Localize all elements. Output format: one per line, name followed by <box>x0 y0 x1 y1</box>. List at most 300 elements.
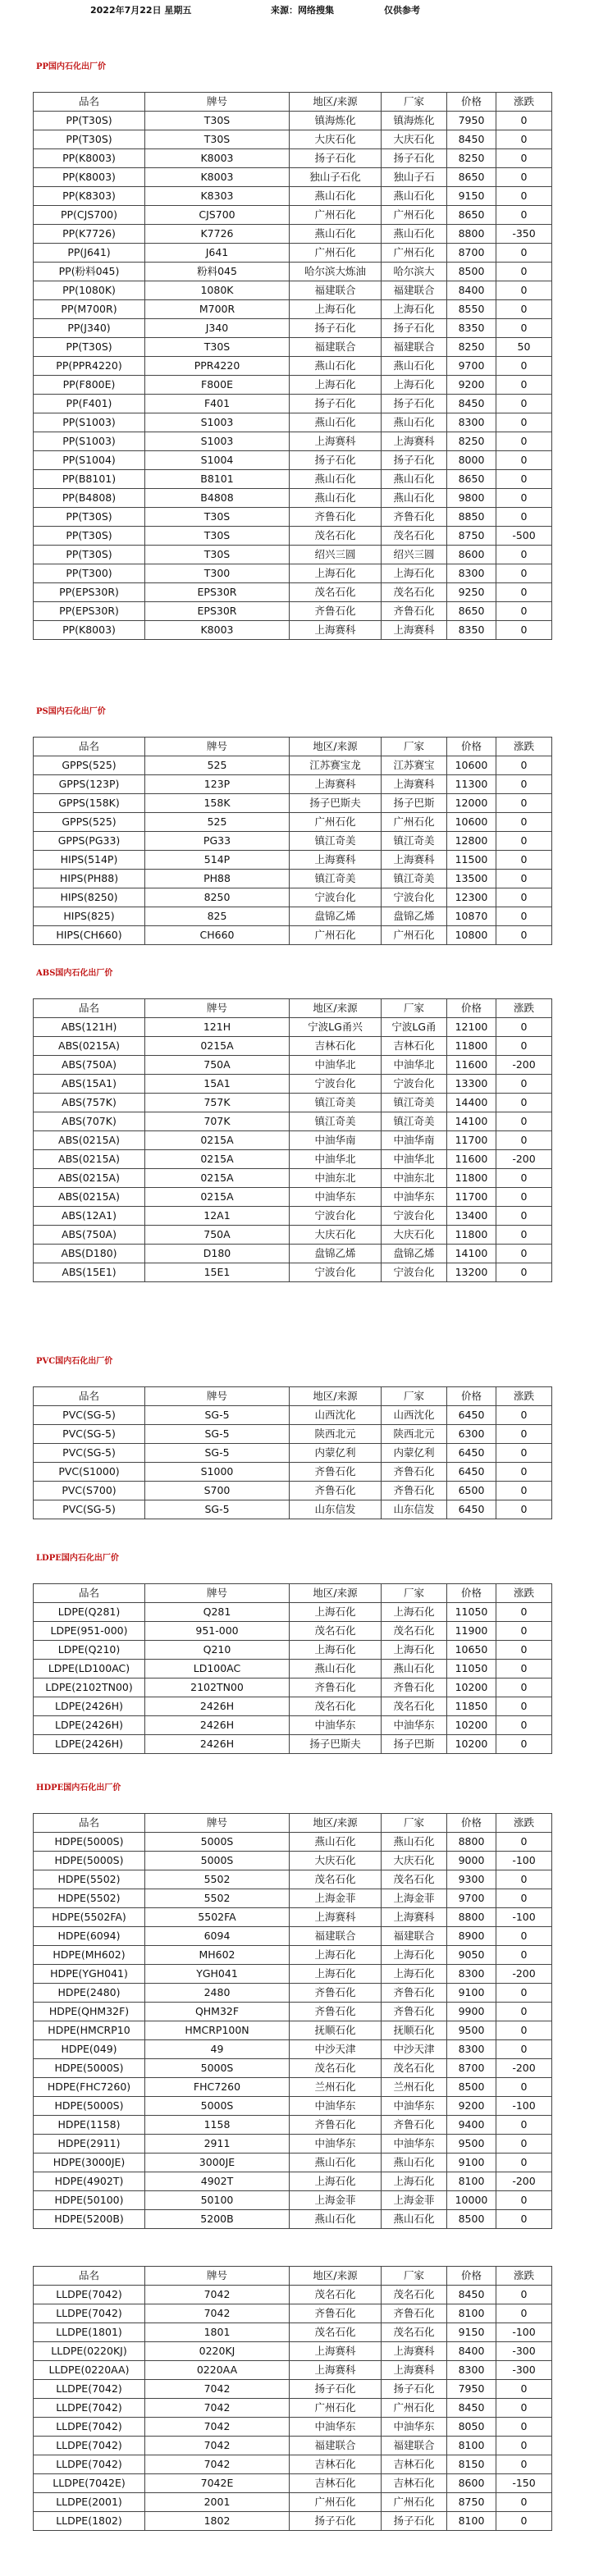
table-cell: 盘锦乙烯 <box>290 1245 382 1263</box>
table-row <box>34 2399 552 2418</box>
price-table <box>33 1813 552 2229</box>
table-row <box>34 2512 552 2531</box>
table-cell: 扬子巴斯 <box>382 1735 447 1754</box>
table-cell: ABS(0215A) <box>34 1131 145 1150</box>
table-cell: 齐鲁石化 <box>290 1984 382 2003</box>
table-cell: 8650 <box>447 168 496 187</box>
table-cell: -500 <box>496 527 552 546</box>
table-cell: T30S <box>145 130 290 149</box>
table-cell: 0 <box>496 1603 552 1622</box>
table-cell: 12800 <box>447 832 496 851</box>
table-cell: 0 <box>496 149 552 168</box>
table-cell: 8600 <box>447 546 496 564</box>
table-cell: 中沙天津 <box>290 2040 382 2059</box>
table-cell: 齐鲁石化 <box>382 1463 447 1482</box>
column-header: 牌号 <box>145 1814 290 1833</box>
table-cell: 8850 <box>447 508 496 527</box>
table-cell: 0215A <box>145 1188 290 1207</box>
table-cell: 8600 <box>447 2474 496 2493</box>
table-row <box>34 1112 552 1131</box>
column-header: 品名 <box>34 1387 145 1406</box>
table-cell: 14100 <box>447 1112 496 1131</box>
table-cell: 0 <box>496 1131 552 1150</box>
table-row <box>34 2078 552 2097</box>
column-header: 涨跌 <box>496 1387 552 1406</box>
table-cell: HDPE(5000S) <box>34 1833 145 1852</box>
table-cell: 0220KJ <box>145 2342 290 2361</box>
column-header: 价格 <box>447 1387 496 1406</box>
table-cell: 大庆石化 <box>290 130 382 149</box>
table-cell: LDPE(LD100AC) <box>34 1660 145 1679</box>
table-cell: HDPE(50100) <box>34 2191 145 2210</box>
table-row <box>34 470 552 489</box>
table-cell: LLDPE(2001) <box>34 2493 145 2512</box>
table-cell: YGH041 <box>145 1965 290 1984</box>
table-cell: 5000S <box>145 2097 290 2116</box>
table-cell: LD100AC <box>145 1660 290 1679</box>
table-cell: 0 <box>496 907 552 926</box>
table-cell: HDPE(5200B) <box>34 2210 145 2229</box>
table-cell: 0 <box>496 2135 552 2154</box>
table-cell: GPPS(123P) <box>34 775 145 794</box>
table-cell: 茂名石化 <box>382 527 447 546</box>
column-header: 价格 <box>447 1814 496 1833</box>
table-cell: 9900 <box>447 2003 496 2021</box>
table-row <box>34 775 552 794</box>
table-cell: 上海石化 <box>290 1965 382 1984</box>
table-cell: 宁波LG甬兴 <box>290 1018 382 1037</box>
table-row <box>34 376 552 395</box>
table-cell: 0 <box>496 432 552 451</box>
table-cell: 吉林石化 <box>290 1037 382 1056</box>
table-cell: PP(EPS30R) <box>34 602 145 621</box>
table-cell: 兰州石化 <box>382 2078 447 2097</box>
table-cell: 8300 <box>447 1965 496 1984</box>
table-cell: 扬子巴斯 <box>382 794 447 813</box>
table-cell: 0 <box>496 1169 552 1188</box>
table-row <box>34 1870 552 1889</box>
table-cell: PP(B4808) <box>34 489 145 508</box>
column-header: 厂家 <box>382 93 447 112</box>
table-cell: 0 <box>496 1500 552 1519</box>
table-cell: 上海赛科 <box>382 2342 447 2361</box>
table-cell: 上海赛科 <box>290 775 382 794</box>
table-cell: 广州石化 <box>382 244 447 263</box>
table-row <box>34 2286 552 2304</box>
table-row <box>34 2154 552 2172</box>
table-cell: 扬子石化 <box>382 149 447 168</box>
table-cell: 8300 <box>447 564 496 583</box>
table-row <box>34 583 552 602</box>
price-table <box>33 1583 552 1754</box>
table-cell: SG-5 <box>145 1500 290 1519</box>
table-cell: 0 <box>496 2116 552 2135</box>
section-title: PVC国内石化出厂价 <box>36 1357 113 1366</box>
table-cell: 14400 <box>447 1094 496 1112</box>
table-cell: 茂名石化 <box>290 2286 382 2304</box>
table-cell: 齐鲁石化 <box>382 508 447 527</box>
table-cell: K8003 <box>145 168 290 187</box>
table-cell: ABS(15E1) <box>34 1263 145 1282</box>
table-cell: 镇江奇美 <box>382 1094 447 1112</box>
table-cell: 福建联合 <box>382 338 447 357</box>
table-cell: 0 <box>496 2040 552 2059</box>
table-cell: Q281 <box>145 1603 290 1622</box>
report-disclaimer: 仅供参考 <box>384 5 420 16</box>
table-cell: 中油华北 <box>290 1150 382 1169</box>
table-cell: 上海赛科 <box>382 775 447 794</box>
table-row <box>34 2493 552 2512</box>
table-header-row <box>34 1814 552 1833</box>
table-cell: 燕山石化 <box>290 470 382 489</box>
table-header-row <box>34 999 552 1018</box>
table-cell: 0 <box>496 1679 552 1697</box>
table-row <box>34 926 552 945</box>
table-cell: 0 <box>496 2021 552 2040</box>
table-cell: 2001 <box>145 2493 290 2512</box>
table-row <box>34 112 552 130</box>
table-cell: LLDPE(7042) <box>34 2399 145 2418</box>
table-cell: 上海赛科 <box>290 432 382 451</box>
table-row <box>34 2003 552 2021</box>
table-cell: 镇江奇美 <box>290 832 382 851</box>
table-cell: MH602 <box>145 1946 290 1965</box>
table-cell: 扬子石化 <box>290 2512 382 2531</box>
table-cell: HMCRP100N <box>145 2021 290 2040</box>
table-cell: GPPS(525) <box>34 813 145 832</box>
table-cell: 上海赛科 <box>382 851 447 870</box>
price-table <box>33 737 552 945</box>
table-row <box>34 2191 552 2210</box>
table-cell: ABS(121H) <box>34 1018 145 1037</box>
table-cell: 宁波LG甬 <box>382 1018 447 1037</box>
column-header: 牌号 <box>145 1387 290 1406</box>
table-cell: 8800 <box>447 225 496 244</box>
column-header: 价格 <box>447 2267 496 2286</box>
table-row <box>34 1482 552 1500</box>
table-cell: 粉料045 <box>145 263 290 281</box>
table-cell: 8650 <box>447 470 496 489</box>
table-cell: PP(PPR4220) <box>34 357 145 376</box>
table-row <box>34 2342 552 2361</box>
table-cell: 9050 <box>447 1946 496 1965</box>
table-cell: 广州石化 <box>382 813 447 832</box>
table-cell: 8700 <box>447 2059 496 2078</box>
table-cell: LLDPE(7042) <box>34 2418 145 2437</box>
table-cell: 5200B <box>145 2210 290 2229</box>
table-cell: 8250 <box>447 149 496 168</box>
table-cell: ABS(15A1) <box>34 1075 145 1094</box>
table-cell: PP(1080K) <box>34 281 145 300</box>
table-cell: HDPE(5000S) <box>34 2097 145 2116</box>
table-cell: 514P <box>145 851 290 870</box>
table-row <box>34 1679 552 1697</box>
table-cell: T300 <box>145 564 290 583</box>
table-row <box>34 1075 552 1094</box>
table-cell: SG-5 <box>145 1406 290 1425</box>
table-cell: 燕山石化 <box>290 225 382 244</box>
table-cell: 齐鲁石化 <box>290 2304 382 2323</box>
table-cell: 8100 <box>447 2304 496 2323</box>
table-cell: 8150 <box>447 2455 496 2474</box>
column-header: 涨跌 <box>496 1814 552 1833</box>
table-cell: 上海石化 <box>290 300 382 319</box>
table-cell: 11800 <box>447 1226 496 1245</box>
table-cell: HDPE(HMCRP10 <box>34 2021 145 2040</box>
table-cell: 2102TN00 <box>145 1679 290 1697</box>
table-cell: 扬子石化 <box>382 319 447 338</box>
table-cell: -150 <box>496 2474 552 2493</box>
table-cell: 0 <box>496 1444 552 1463</box>
column-header: 品名 <box>34 93 145 112</box>
table-cell: 中油华北 <box>382 1056 447 1075</box>
table-row <box>34 564 552 583</box>
table-cell: 齐鲁石化 <box>290 508 382 527</box>
table-row <box>34 1263 552 1282</box>
table-cell: D180 <box>145 1245 290 1263</box>
table-cell: 4902T <box>145 2172 290 2191</box>
table-cell: 8350 <box>447 319 496 338</box>
table-cell: PP(K8003) <box>34 168 145 187</box>
table-cell: 0 <box>496 2399 552 2418</box>
table-cell: 燕山石化 <box>290 2154 382 2172</box>
table-cell: 0 <box>496 281 552 300</box>
table-cell: 中油华东 <box>290 2135 382 2154</box>
table-cell: 6450 <box>447 1500 496 1519</box>
table-cell: LLDPE(1801) <box>34 2323 145 2342</box>
table-cell: HIPS(514P) <box>34 851 145 870</box>
table-cell: 0 <box>496 1833 552 1852</box>
table-cell: 9700 <box>447 357 496 376</box>
table-cell: 茂名石化 <box>290 2323 382 2342</box>
table-row <box>34 527 552 546</box>
table-cell: LLDPE(0220AA) <box>34 2361 145 2380</box>
report-header <box>0 3 608 18</box>
column-header: 牌号 <box>145 738 290 756</box>
table-cell: 中油华东 <box>290 1716 382 1735</box>
table-cell: 0 <box>496 583 552 602</box>
table-cell: 0 <box>496 2493 552 2512</box>
table-cell: 9100 <box>447 1984 496 2003</box>
table-cell: 宁波台化 <box>290 1207 382 1226</box>
table-row <box>34 888 552 907</box>
table-cell: 上海金菲 <box>290 2191 382 2210</box>
table-cell: 0 <box>496 1946 552 1965</box>
table-cell: 齐鲁石化 <box>382 2116 447 2135</box>
table-row <box>34 2116 552 2135</box>
table-row <box>34 2021 552 2040</box>
table-cell: 福建联合 <box>290 1927 382 1946</box>
table-cell: 0 <box>496 1984 552 2003</box>
table-cell: 1158 <box>145 2116 290 2135</box>
table-cell: 0 <box>496 489 552 508</box>
table-cell: 上海赛科 <box>290 2361 382 2380</box>
table-cell: PP(T30S) <box>34 112 145 130</box>
table-cell: HDPE(1158) <box>34 2116 145 2135</box>
table-cell: 8450 <box>447 130 496 149</box>
table-cell: 盘锦乙烯 <box>290 907 382 926</box>
table-cell: 0 <box>496 451 552 470</box>
table-cell: 11700 <box>447 1188 496 1207</box>
table-cell: PVC(SG-5) <box>34 1500 145 1519</box>
table-cell: B8101 <box>145 470 290 489</box>
table-cell: 11700 <box>447 1131 496 1150</box>
table-cell: HDPE(5502) <box>34 1889 145 1908</box>
table-row <box>34 1641 552 1660</box>
table-row <box>34 1094 552 1112</box>
table-cell: 5502 <box>145 1870 290 1889</box>
table-cell: 内蒙亿利 <box>290 1444 382 1463</box>
table-cell: 0 <box>496 2304 552 2323</box>
table-cell: 825 <box>145 907 290 926</box>
table-cell: 茂名石化 <box>290 1697 382 1716</box>
column-header: 地区/来源 <box>290 1584 382 1603</box>
table-cell: PP(F401) <box>34 395 145 413</box>
table-cell: EPS30R <box>145 583 290 602</box>
table-cell: 吉林石化 <box>290 2474 382 2493</box>
table-cell: 13200 <box>447 1263 496 1282</box>
table-cell: 镇江奇美 <box>290 1094 382 1112</box>
table-cell: 0 <box>496 395 552 413</box>
table-cell: 上海赛科 <box>290 621 382 640</box>
table-cell: PP(T30S) <box>34 338 145 357</box>
table-cell: 大庆石化 <box>382 1852 447 1870</box>
table-cell: B4808 <box>145 489 290 508</box>
price-table <box>33 1386 552 1519</box>
table-cell: 上海石化 <box>382 1603 447 1622</box>
table-cell: 8350 <box>447 621 496 640</box>
table-cell: 福建联合 <box>382 281 447 300</box>
table-row <box>34 1833 552 1852</box>
table-cell: 山东信发 <box>290 1500 382 1519</box>
table-cell: 燕山石化 <box>382 1833 447 1852</box>
table-cell: T30S <box>145 508 290 527</box>
table-cell: 独山子石化 <box>290 168 382 187</box>
table-cell: 0 <box>496 2286 552 2304</box>
table-cell: 哈尔滨大炼油 <box>290 263 382 281</box>
price-table <box>33 998 552 1282</box>
column-header: 牌号 <box>145 93 290 112</box>
table-cell: S700 <box>145 1482 290 1500</box>
table-cell: HDPE(MH602) <box>34 1946 145 1965</box>
table-cell: PPR4220 <box>145 357 290 376</box>
section-title: ABS国内石化出厂价 <box>36 969 113 978</box>
table-cell: 扬子巴斯夫 <box>290 1735 382 1754</box>
table-cell: ABS(0215A) <box>34 1188 145 1207</box>
table-cell: 0 <box>496 813 552 832</box>
table-cell: 齐鲁石化 <box>290 1679 382 1697</box>
column-header: 牌号 <box>145 2267 290 2286</box>
table-row <box>34 2304 552 2323</box>
table-cell: 9150 <box>447 2323 496 2342</box>
table-cell: 11850 <box>447 1697 496 1716</box>
table-cell: 0 <box>496 508 552 527</box>
table-cell: LDPE(2426H) <box>34 1716 145 1735</box>
table-cell: 广州石化 <box>290 206 382 225</box>
report-date: 2022年7月22日 星期五 <box>90 5 192 16</box>
table-cell: 10200 <box>447 1735 496 1754</box>
table-cell: GPPS(PG33) <box>34 832 145 851</box>
table-cell: 8800 <box>447 1833 496 1852</box>
table-cell: 上海石化 <box>382 300 447 319</box>
table-cell: LLDPE(1802) <box>34 2512 145 2531</box>
table-header-row <box>34 1584 552 1603</box>
table-cell: 上海石化 <box>290 564 382 583</box>
table-row <box>34 1660 552 1679</box>
table-cell: 燕山石化 <box>290 1660 382 1679</box>
column-header: 涨跌 <box>496 738 552 756</box>
table-cell: PP(K7726) <box>34 225 145 244</box>
table-row <box>34 2474 552 2493</box>
table-cell: 158K <box>145 794 290 813</box>
table-cell: 15A1 <box>145 1075 290 1094</box>
table-cell: HDPE(2911) <box>34 2135 145 2154</box>
table-cell: -350 <box>496 225 552 244</box>
table-cell: HIPS(PH88) <box>34 870 145 888</box>
table-cell: 11050 <box>447 1660 496 1679</box>
table-cell: 0 <box>496 794 552 813</box>
table-row <box>34 832 552 851</box>
table-cell: 茂名石化 <box>382 1622 447 1641</box>
table-cell: 山西沈化 <box>290 1406 382 1425</box>
table-cell: 0 <box>496 851 552 870</box>
table-cell: 0 <box>496 2003 552 2021</box>
table-cell: 8050 <box>447 2418 496 2437</box>
table-cell: 8500 <box>447 2078 496 2097</box>
table-cell: 燕山石化 <box>290 1833 382 1852</box>
table-cell: 茂名石化 <box>290 527 382 546</box>
table-cell: PVC(SG-5) <box>34 1406 145 1425</box>
table-cell: -100 <box>496 2097 552 2116</box>
table-cell: M700R <box>145 300 290 319</box>
table-cell: 0 <box>496 300 552 319</box>
table-cell: PG33 <box>145 832 290 851</box>
table-row <box>34 756 552 775</box>
table-cell: 9400 <box>447 2116 496 2135</box>
table-cell: 11600 <box>447 1150 496 1169</box>
table-cell: 宁波台化 <box>382 1075 447 1094</box>
table-cell: 茂名石化 <box>290 1870 382 1889</box>
column-header: 厂家 <box>382 1387 447 1406</box>
table-cell: LLDPE(7042) <box>34 2286 145 2304</box>
table-row <box>34 2040 552 2059</box>
table-cell: 广州石化 <box>290 926 382 945</box>
table-cell: 2911 <box>145 2135 290 2154</box>
table-cell: 0220AA <box>145 2361 290 2380</box>
table-cell: 8450 <box>447 395 496 413</box>
table-cell: -200 <box>496 1965 552 1984</box>
table-cell: 7042E <box>145 2474 290 2493</box>
table-cell: 0 <box>496 319 552 338</box>
table-cell: T30S <box>145 338 290 357</box>
table-cell: 757K <box>145 1094 290 1112</box>
table-cell: J641 <box>145 244 290 263</box>
table-row <box>34 2455 552 2474</box>
table-cell: 茂名石化 <box>382 1697 447 1716</box>
table-cell: 8300 <box>447 2361 496 2380</box>
table-cell: 9500 <box>447 2135 496 2154</box>
table-cell: 0 <box>496 1660 552 1679</box>
column-header: 厂家 <box>382 738 447 756</box>
table-cell: 江苏赛宝 <box>382 756 447 775</box>
table-cell: 吉林石化 <box>382 1037 447 1056</box>
column-header: 厂家 <box>382 1584 447 1603</box>
table-cell: -100 <box>496 1908 552 1927</box>
table-row <box>34 300 552 319</box>
table-row <box>34 281 552 300</box>
table-cell: 上海金菲 <box>290 1889 382 1908</box>
table-cell: 齐鲁石化 <box>290 2003 382 2021</box>
